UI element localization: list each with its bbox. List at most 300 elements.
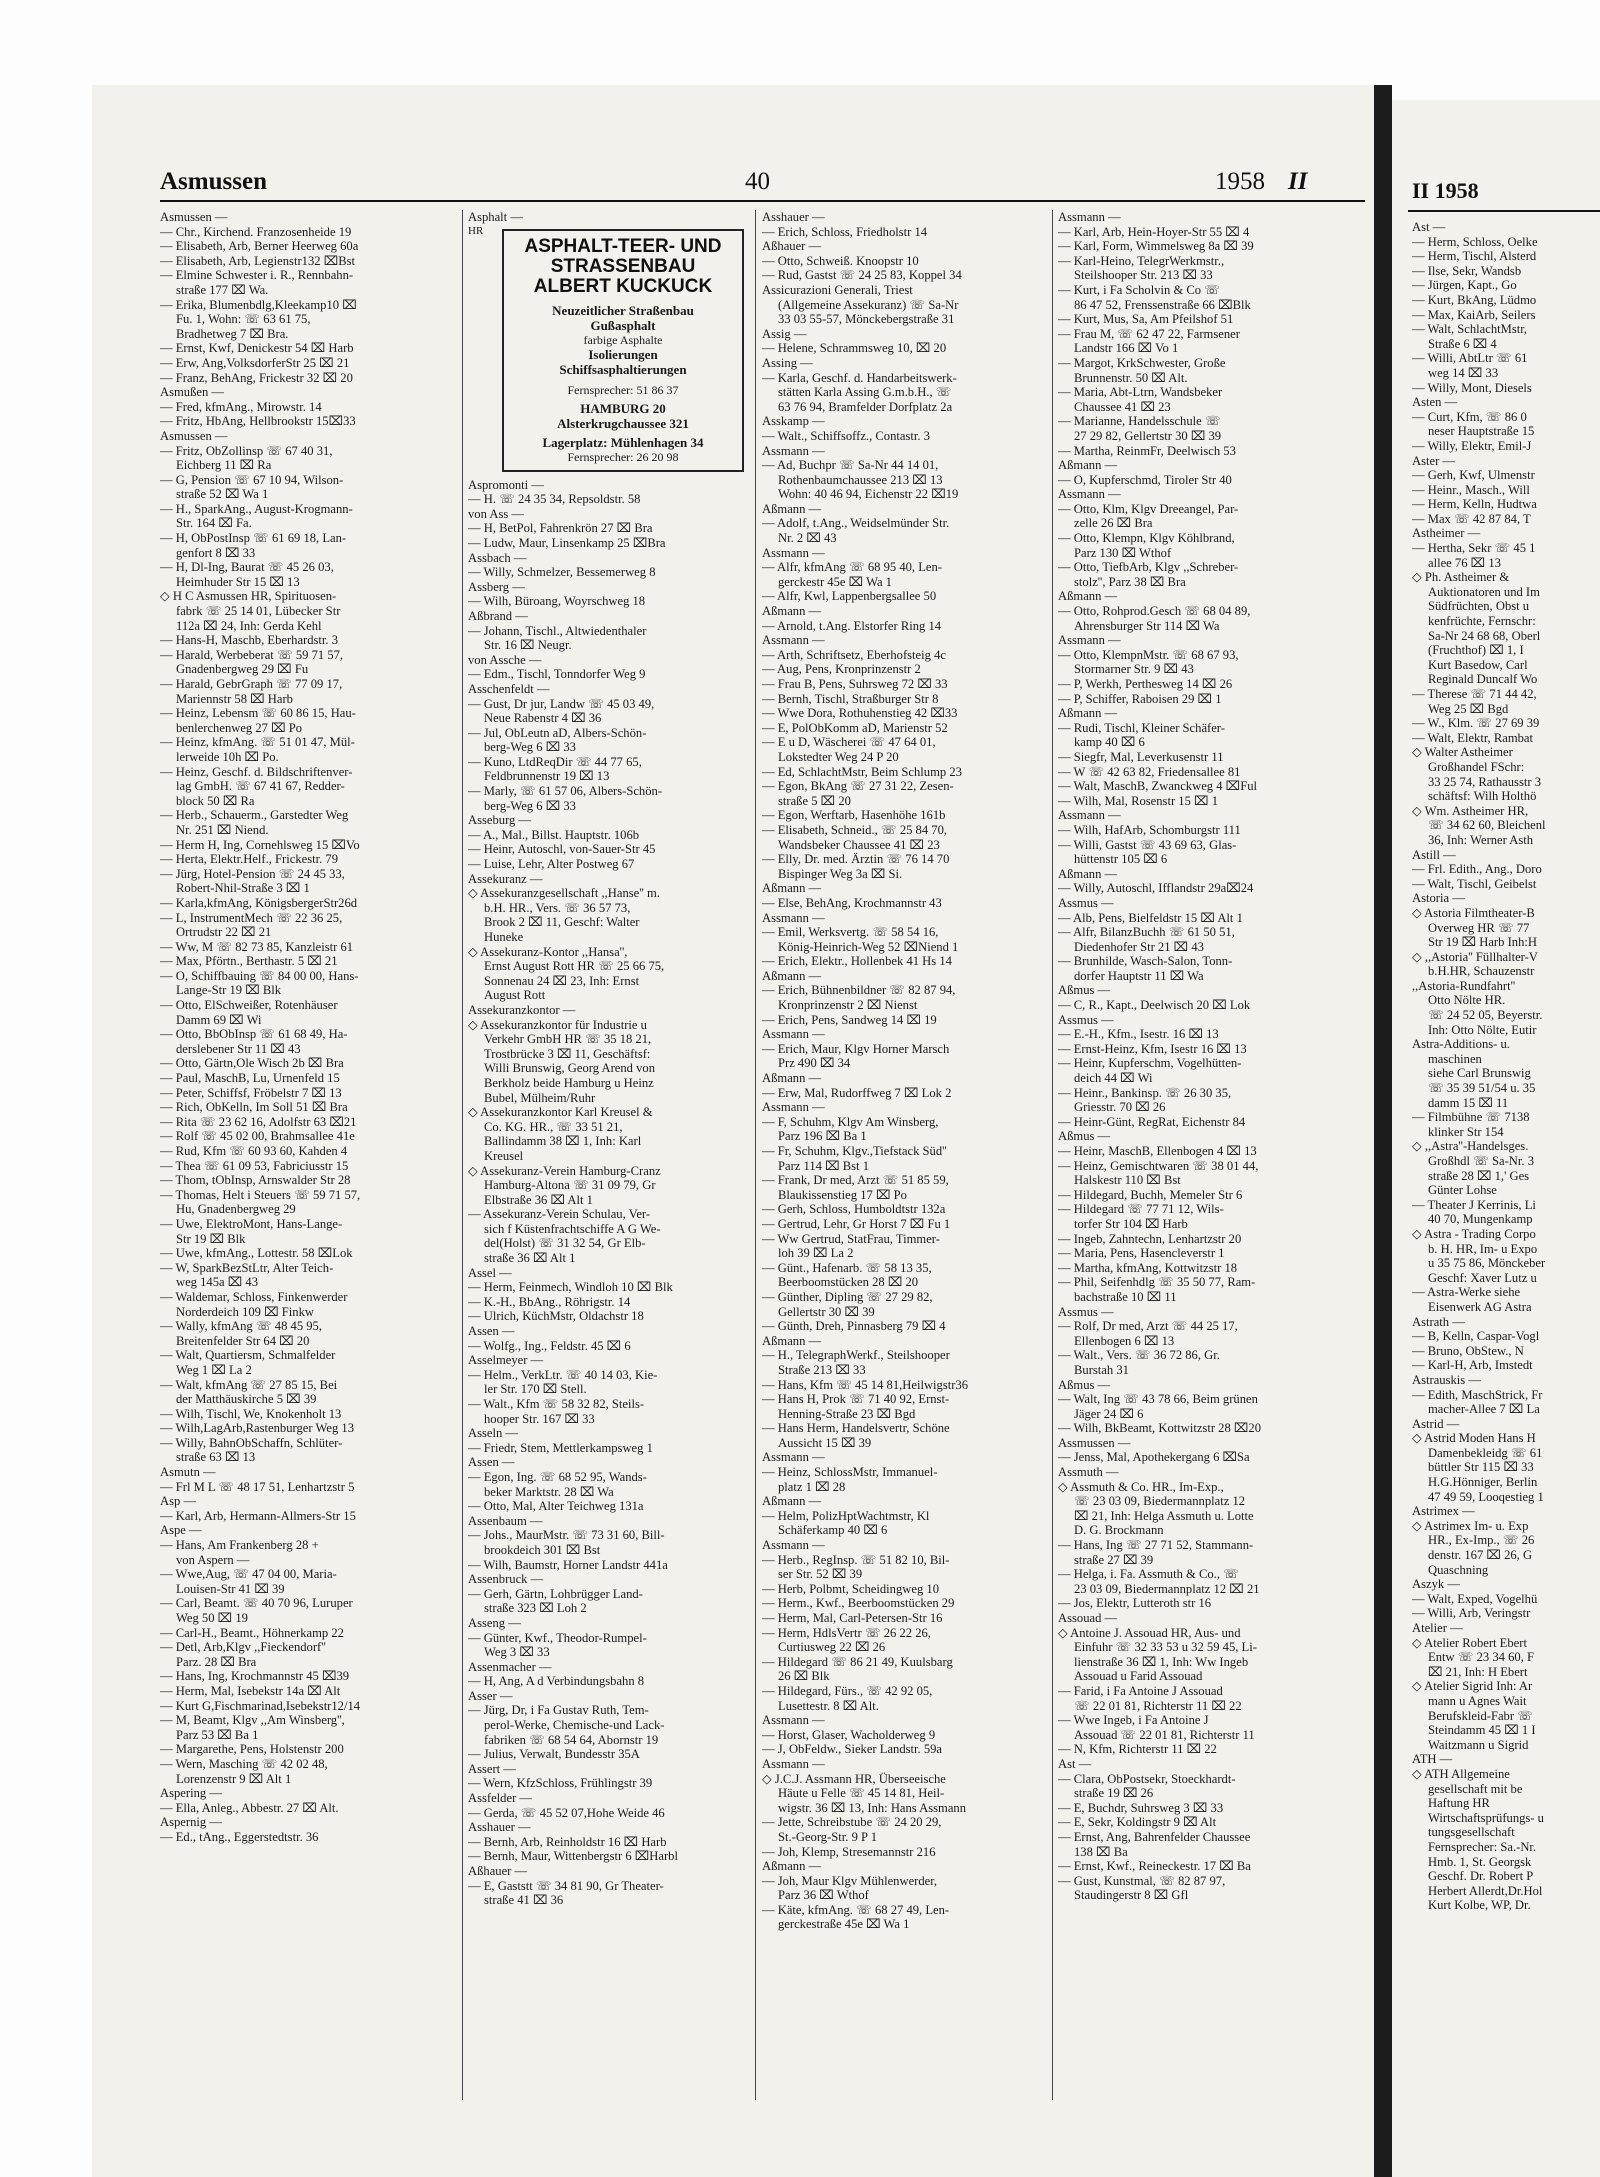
directory-entry: — Wilh, Mal, Rosenstr 15 ⌧ 1 [1058, 793, 1218, 808]
directory-entry: — Wwe,Aug, ☏ 47 04 00, Maria- [160, 1567, 337, 1582]
directory-entry: — Frl. Edith., Ang., Doro [1412, 862, 1542, 877]
entry-continuation: fabrk ☏ 25 14 01, Lübecker Str [176, 604, 341, 619]
directory-entry: ◇ Antoine J. Assouad HR, Aus- und [1058, 1625, 1241, 1640]
hr-mark: HR [468, 224, 484, 237]
directory-entry: — Rolf ☏ 45 02 00, Brahmsallee 41e [160, 1129, 355, 1144]
entry-continuation: Weg 1 ⌧ La 2 [176, 1362, 252, 1377]
surname-heading: Aßmann — [762, 501, 822, 516]
entry-continuation: berg-Weg 6 ⌧ 33 [484, 740, 576, 755]
surname-heading: Asskamp — [762, 414, 825, 429]
entry-continuation: (Allgemeine Assekuranz) ☏ Sa-Nr [778, 297, 959, 312]
directory-entry: — Otto, Rohprod.Gesch ☏ 68 04 89, [1058, 604, 1251, 619]
entry-continuation: straße 27 ⌧ 39 [1074, 1552, 1154, 1567]
surname-heading: Astheimer — [1412, 526, 1481, 541]
directory-entry: — Erw, Mal, Rudorffweg 7 ⌧ Lok 2 [762, 1085, 952, 1100]
directory-entry: — Peter, Schiffsf, Fröbelstr 7 ⌧ 13 [160, 1085, 342, 1100]
surname-heading: Asser — [468, 1688, 513, 1703]
ad-subtitle-line: Gußasphalt [590, 317, 656, 333]
directory-entry: ◇ Atelier Sigrid Inh: Ar [1412, 1679, 1533, 1694]
surname-heading: Assmann — [1058, 487, 1121, 502]
directory-entry: — Hans Herm, Handelsvertr, Schöne [762, 1421, 950, 1436]
entry-continuation: Haftung HR [1428, 1796, 1490, 1811]
directory-entry: — Johs., MaurMstr. ☏ 73 31 60, Bill- [468, 1528, 665, 1543]
directory-entry: — Ulrich, KüchMstr, Oldachstr 18 [468, 1309, 644, 1324]
directory-entry: — Wilh, Baumstr, Horner Landstr 441a [468, 1557, 668, 1572]
directory-entry: ◇ Walter Astheimer [1412, 745, 1513, 760]
entry-continuation: gesellschaft mit be [1428, 1781, 1523, 1796]
entry-continuation: fabriken ☏ 68 54 64, Abornstr 19 [484, 1732, 659, 1747]
entry-continuation: derslebener Str 11 ⌧ 43 [176, 1041, 301, 1056]
directory-entry: — Bernh, Tischl, Straßburger Str 8 [762, 691, 939, 706]
surname-heading: Aßhauer — [468, 1864, 528, 1878]
directory-entry: — Kuno, LtdReqDir ☏ 44 77 65, [468, 754, 642, 769]
entry-continuation: Günter Lohse [1428, 1183, 1497, 1198]
column-divider [755, 210, 756, 2100]
surname-heading: Ast — [1412, 220, 1446, 234]
directory-entry: — Luise, Lehr, Alter Postweg 67 [468, 857, 635, 872]
surname-heading: Asseburg — [468, 813, 532, 828]
entry-continuation: Ortrudstr 22 ⌧ 21 [176, 925, 272, 940]
directory-entry: — Elisabeth, Arb, Berner Heerweg 60a [160, 239, 359, 254]
directory-entry: — Brunhilde, Wasch-Salon, Tonn- [1058, 954, 1233, 969]
entry-continuation: der Matthäuskirche 5 ⌧ 39 [176, 1392, 317, 1407]
directory-entry: — Walt, Tischl, Geibelst [1412, 876, 1537, 891]
directory-entry: — Wwe Ingeb, i Fa Antoine J [1058, 1713, 1209, 1728]
directory-entry: — Helga, i. Fa. Assmuth & Co., ☏ [1058, 1567, 1239, 1582]
directory-entry: — Willy, Autoschl, Ifflandstr 29a⌧24 [1058, 881, 1254, 896]
directory-entry: — Aug, Pens, Kronprinzenstr 2 [762, 662, 921, 677]
entry-continuation: Großhdl ☏ Sa-Nr. 3 [1428, 1154, 1534, 1168]
entry-continuation: platz 1 ⌧ 28 [778, 1479, 846, 1494]
directory-entry: — Gust, Dr jur, Landw ☏ 45 03 49, [468, 696, 655, 711]
entry-continuation: Wohn: 40 46 94, Eichenstr 22 ⌧19 [778, 487, 959, 502]
directory-entry: — O, Kupferschmd, Tiroler Str 40 [1058, 472, 1232, 487]
directory-entry: — W., Klm. ☏ 27 69 39 [1412, 716, 1540, 731]
directory-entry: — Hildegard ☏ 86 21 49, Kuulsbarg [762, 1654, 953, 1669]
directory-entry: — Ingeb, Zahntechn, Lenhartzstr 20 [1058, 1231, 1242, 1246]
surname-heading: Assmann — [762, 633, 825, 648]
directory-entry: — Clara, ObPostsekr, Stoeckhardt- [1058, 1771, 1236, 1786]
surname-heading: Assmus — [1058, 895, 1114, 910]
directory-entry: — Gust, Kunstmal, ☏ 82 87 97, [1058, 1873, 1226, 1888]
entry-continuation: Breitenfelder Str 64 ⌧ 20 [176, 1333, 310, 1348]
directory-entry: — Jürg, Hotel-Pension ☏ 24 45 33, [160, 866, 345, 881]
directory-entry: — Franz, BehAng, Frickestr 32 ⌧ 20 [160, 370, 353, 385]
directory-entry: — Erich, Bühnenbildner ☏ 82 87 94, [762, 983, 956, 998]
directory-entry: ◇ H C Asmussen HR, Spirituosen- [160, 589, 337, 604]
ad-subtitle-line: Neuzeitlicher Straßenbau [552, 302, 694, 318]
directory-entry: ,,Astoria-Rundfahrt'' [1412, 978, 1516, 993]
entry-continuation: Neue Rabenstr 4 ⌧ 36 [484, 711, 602, 726]
directory-entry: — Walt, kfmAng ☏ 27 85 15, Bei [160, 1377, 338, 1392]
directory-entry: — Gerh, Gärtn, Lohbrügger Land- [468, 1586, 643, 1601]
directory-entry: — Assekuranz-Verein Schulau, Ver- [468, 1207, 651, 1222]
directory-column-1 [160, 210, 456, 2100]
surname-heading: Aspe — [160, 1523, 202, 1538]
entry-continuation: tungsgesellschaft [1428, 1825, 1515, 1840]
directory-entry: — Karl, Form, Wimmelsweg 8a ⌧ 39 [1058, 239, 1254, 254]
entry-continuation: Ellenbogen 6 ⌧ 13 [1074, 1333, 1175, 1348]
ad-title-line: STRASSENBAU [550, 256, 696, 277]
entry-continuation: Henning-Straße 23 ⌧ Bgd [778, 1406, 916, 1421]
entry-continuation: Straße 6 ⌧ 4 [1428, 336, 1497, 351]
surname-heading: Ast — [1058, 1756, 1092, 1771]
surname-heading: Asselmeyer — [468, 1353, 544, 1368]
entry-continuation: Hamburg-Altona ☏ 31 09 79, Gr [484, 1178, 656, 1193]
directory-entry: — Otto, Schweiß. Knoopstr 10 [762, 253, 919, 268]
entry-continuation: 36, Inh: Werner Asth [1428, 832, 1534, 847]
entry-continuation: Geschf: Xaver Lutz u [1428, 1270, 1537, 1285]
entry-continuation: Trostbrücke 3 ⌧ 11, Geschäftsf: [484, 1046, 651, 1061]
surname-heading: Aßmus — [1058, 1377, 1111, 1392]
directory-entry: ◇ ,,Astra''-Handelsges. [1412, 1139, 1529, 1154]
entry-continuation: St.-Georg-Str. 9 P 1 [778, 1829, 878, 1844]
entry-continuation: Feldbrunnenstr 19 ⌧ 13 [484, 769, 610, 784]
entry-continuation: Fu. 1, Wohn: ☏ 63 61 75, [176, 312, 311, 327]
page-number: 40 [745, 168, 770, 195]
directory-entry: ◇ Astra - Trading Corpo [1412, 1226, 1536, 1241]
directory-entry: — Helene, Schrammsweg 10, ⌧ 20 [762, 341, 947, 356]
directory-entry: — Walt, SchlachtMstr, [1412, 322, 1528, 337]
directory-entry: — Otto, TiefbArb, Klgv ,,Schreber- [1058, 560, 1239, 575]
directory-entry: — Max, Pförtn., Berthastr. 5 ⌧ 21 [160, 954, 338, 969]
directory-entry: — Uwe, ElektroMont, Hans-Lange- [160, 1216, 343, 1231]
ad-address-line: Alsterkrugchaussee 321 [557, 415, 689, 431]
next-page [1392, 100, 1600, 2177]
surname-heading: Astill — [1412, 847, 1456, 862]
entry-continuation: Quaschning [1428, 1562, 1489, 1577]
surname-heading: Aßmann — [1058, 866, 1118, 881]
directory-entry: — Hans, Ing, Krochmannstr 45 ⌧39 [160, 1669, 350, 1684]
directory-entry: — Fritz, ObZollinsp ☏ 67 40 31, [160, 443, 333, 458]
directory-entry: — H, Dl-Ing, Baurat ☏ 45 26 03, [160, 560, 334, 575]
entry-continuation: Kurt Basedow, Carl [1428, 657, 1528, 672]
entry-continuation: von Aspern — [176, 1552, 250, 1567]
entry-continuation: Gellertstr 30 ⌧ 39 [778, 1304, 875, 1319]
directory-entry: — Horst, Glaser, Wacholderweg 9 [762, 1727, 936, 1742]
entry-continuation: Entw ☏ 23 34 60, F [1428, 1650, 1535, 1665]
directory-entry: — Willy, Mont, Diesels [1412, 380, 1532, 395]
directory-entry: — C, R., Kapt., Deelwisch 20 ⌧ Lok [1058, 998, 1251, 1013]
directory-entry: — Willy, BahnObSchaffn, Schlüter- [160, 1435, 343, 1450]
entry-continuation: Sonnenau 24 ⌧ 23, Inh: Ernst [484, 973, 640, 988]
directory-entry: ◇ Assekuranzkontor Karl Kreusel & [468, 1105, 653, 1120]
directory-entry: — Friedr, Stem, Mettlerkampsweg 1 [468, 1440, 653, 1455]
entry-continuation: klinker Str 154 [1428, 1124, 1504, 1139]
entry-continuation: neser Hauptstraße 15 [1428, 424, 1535, 439]
directory-entry: — Gerda, ☏ 45 52 07,Hohe Weide 46 [468, 1805, 665, 1820]
directory-entry: — Rich, ObKelln, Im Soll 51 ⌧ Bra [160, 1100, 348, 1115]
directory-entry: — Marly, ☏ 61 57 06, Albers-Schön- [468, 784, 663, 799]
directory-entry: — Johann, Tischl., Altwiedenthaler [468, 623, 647, 638]
directory-entry: — Herm, Schloss, Oelke [1412, 234, 1538, 249]
entry-continuation: Louisen-Str 41 ⌧ 39 [176, 1581, 285, 1596]
surname-heading: Asten — [1412, 395, 1458, 410]
directory-entry: — H, Ang, A d Verbindungsbahn 8 [468, 1674, 645, 1689]
entry-continuation: Bubel, Mülheim/Ruhr [484, 1090, 596, 1105]
surname-heading: Aßmann — [762, 1859, 822, 1874]
entry-continuation: lerweide 10h ⌧ Po. [176, 749, 279, 764]
directory-entry: — Egon, Werftarb, Hasenhöhe 161b [762, 808, 946, 823]
surname-heading: Astoria — [1412, 891, 1465, 906]
directory-entry: — Marianne, Handelsschule ☏ [1058, 414, 1221, 429]
directory-entry: — Thomas, Helt i Steuers ☏ 59 71 57, [160, 1187, 361, 1202]
surname-heading: Assmuth — [1058, 1465, 1119, 1480]
directory-entry: — P, Werkh, Perthesweg 14 ⌧ 26 [1058, 677, 1233, 691]
directory-entry: — Ernst, Ang, Bahrenfelder Chaussee [1058, 1829, 1251, 1844]
entry-continuation: Aussicht 15 ⌧ 39 [778, 1435, 872, 1450]
directory-entry: — Wilh, Tischl, We, Knokenholt 13 [160, 1406, 342, 1421]
entry-continuation: Weg 50 ⌧ 19 [176, 1611, 248, 1625]
directory-entry: — Else, BehAng, Krochmannstr 43 [762, 895, 942, 910]
entry-continuation: H.G.Hönniger, Berlin [1428, 1475, 1538, 1490]
entry-continuation: Curtiusweg 22 ⌧ 26 [778, 1640, 886, 1655]
directory-entry: — Otto, KlempnMstr. ☏ 68 67 93, [1058, 647, 1239, 662]
directory-entry: — Hildegard ☏ 77 71 12, Wils- [1058, 1202, 1224, 1217]
entry-continuation: straße 36 ⌧ Alt 1 [484, 1251, 576, 1266]
directory-entry: — Jul, ObLeutn aD, Albers-Schön- [468, 725, 647, 740]
surname-heading: Assenmacher — [468, 1659, 552, 1674]
entry-continuation: 40 70, Mungenkamp [1428, 1212, 1533, 1227]
entry-continuation: Häute u Felle ☏ 45 14 81, Heil- [778, 1786, 945, 1801]
surname-heading: Asschenfeldt — [468, 681, 550, 696]
directory-entry: — Karla,kfmAng, KönigsbergerStr26d [160, 895, 358, 910]
directory-entry: — G, Pension ☏ 67 10 94, Wilson- [160, 472, 344, 487]
directory-entry: — Carl-H., Beamt., Höhnerkamp 22 [160, 1625, 344, 1640]
directory-entry: — Elly, Dr. med. Ärztin ☏ 76 14 70 [762, 852, 950, 867]
entry-continuation: beker Marktstr. 28 ⌧ Wa [484, 1484, 614, 1499]
entry-continuation: dorfer Hauptstr 11 ⌧ Wa [1074, 968, 1204, 983]
directory-entry: — Otto, Mal, Alter Teichweg 131a [468, 1499, 644, 1514]
directory-entry: — Ad, Buchpr ☏ Sa-Nr 44 14 01, [762, 458, 939, 473]
directory-entry: ◇ Ph. Astheimer & [1412, 570, 1510, 585]
entry-continuation: Weg 3 ⌧ 33 [484, 1645, 550, 1660]
directory-entry: — Arth, Schriftsetz, Eberhofsteig 4c [762, 647, 946, 662]
entry-continuation: Steilshooper Str. 213 ⌧ 33 [1074, 268, 1213, 283]
directory-entry: — Fr, Schuhm, Klgv.,Tiefstack Süd'' [762, 1144, 947, 1158]
entry-continuation: Kurt Kolbe, WP, Dr. [1428, 1898, 1531, 1913]
entry-continuation: Mariennstr 58 ⌧ Harb [176, 691, 293, 706]
surname-heading: Astrath — [1412, 1314, 1465, 1329]
entry-continuation: Assouad u Farid Assouad [1074, 1669, 1203, 1684]
surname-heading: Aspromonti — [468, 477, 544, 492]
entry-continuation: Geschf. Dr. Robert P [1428, 1869, 1534, 1884]
surname-heading: Asshauer — [762, 210, 825, 224]
entry-continuation: genfort 8 ⌧ 33 [176, 545, 256, 560]
entry-continuation: siehe Carl Brunswig [1428, 1066, 1531, 1081]
entry-continuation: Lange-Str 19 ⌧ Blk [176, 983, 282, 998]
next-page-header-rule [1408, 210, 1600, 212]
directory-entry: — Herm., Kwf., Beerboomstücken 29 [762, 1596, 955, 1611]
directory-entry: — M, Beamt, Klgv ,,Am Winsberg'', [160, 1713, 345, 1728]
directory-entry: — Paul, MaschB, Lu, Urnenfeld 15 [160, 1071, 340, 1086]
directory-entry: — Walt., Vers. ☏ 36 72 86, Gr. [1058, 1348, 1220, 1363]
surname-heading: Assmann — [762, 1100, 825, 1115]
surname-heading: ATH — [1412, 1752, 1453, 1767]
directory-entry: Astra-Additions- u. [1412, 1037, 1510, 1052]
entry-continuation: ⌧ 21, Inh: Helga Assmuth u. Lotte [1074, 1508, 1254, 1523]
next-page-column [1412, 220, 1546, 1913]
surname-heading: Assmann — [762, 1756, 825, 1771]
directory-entry: — H. ☏ 24 35 34, Repsoldstr. 58 [468, 492, 641, 507]
entry-continuation: straße 177 ⌧ Wa. [176, 282, 269, 297]
entry-continuation: 33 25 74, Rathausstr 3 [1428, 774, 1541, 789]
surname-heading: Assmann — [1058, 633, 1121, 648]
entry-continuation: Damm 69 ⌧ Wi [176, 1012, 262, 1027]
directory-entry: — Herm, Mal, Carl-Petersen-Str 16 [762, 1611, 943, 1625]
directory-entry: — Margot, KrkSchwester, Große [1058, 355, 1226, 370]
directory-entry: — Willi, Arb, Veringstr [1412, 1606, 1531, 1621]
directory-entry: — Bruno, ObStew., N [1412, 1343, 1524, 1358]
entry-continuation: straße 41 ⌧ 36 [484, 1893, 564, 1908]
surname-heading: Assing — [762, 355, 813, 370]
entry-continuation: ser Str. 52 ⌧ 39 [778, 1567, 863, 1582]
directory-entry: — J, ObFeldw., Sieker Landstr. 59a [762, 1742, 943, 1757]
entry-continuation: 27 29 82, Gellertstr 30 ⌧ 39 [1074, 428, 1222, 443]
entry-continuation: D. G. Brockmann [1074, 1523, 1164, 1538]
next-page-header: II 1958 [1412, 178, 1479, 203]
directory-entry: — Hildegard, Buchh, Memeler Str 6 [1058, 1187, 1243, 1202]
column-divider [462, 210, 463, 2100]
entry-continuation: Ballindamm 38 ⌧ 1, Inh: Karl [484, 1134, 642, 1149]
entry-continuation: macher-Allee 7 ⌧ La [1428, 1402, 1540, 1417]
directory-entry: — Wally, kfmAng ☏ 48 45 95, [160, 1319, 323, 1334]
book-gutter [1374, 85, 1392, 2177]
directory-entry: — Edm., Tischl, Tonndorfer Weg 9 [468, 667, 646, 682]
directory-entry: — Max, KaiArb, Seilers [1412, 307, 1536, 322]
directory-entry: — Theater J Kerrinis, Li [1412, 1197, 1536, 1212]
entry-continuation: Parz. 28 ⌧ Bra [176, 1654, 257, 1669]
directory-entry: — Jürg, Dr, i Fa Gustav Ruth, Tem- [468, 1703, 649, 1718]
surname-heading: Assen — [468, 1455, 515, 1470]
entry-continuation: August Rott [484, 988, 546, 1003]
entry-continuation: straße 52 ⌧ Wa 1 [176, 487, 269, 502]
directory-entry: — Hans, Am Frankenberg 28 + [160, 1538, 319, 1553]
entry-continuation: deich 44 ⌧ Wi [1074, 1071, 1153, 1086]
surname-heading: Assmus — [1058, 1304, 1114, 1319]
entry-continuation: Prz 490 ⌧ 34 [778, 1056, 851, 1071]
entry-continuation: kenfrüchte, Fernschr: [1428, 614, 1536, 629]
directory-entry: — Willi, Gastst ☏ 43 69 63, Glas- [1058, 837, 1237, 852]
directory-entry: — Egon, Ing. ☏ 68 52 95, Wands- [468, 1469, 647, 1484]
entry-continuation: Blaukissenstieg 17 ⌧ Po [778, 1187, 907, 1202]
entry-continuation: loh 39 ⌧ La 2 [778, 1246, 854, 1261]
directory-entry: — Jürgen, Kapt., Go [1412, 278, 1517, 293]
directory-entry: — Wilh, HafArb, Schomburgstr 111 [1058, 822, 1241, 837]
directory-entry: — Emil, Werksvertg. ☏ 58 54 16, [762, 925, 939, 940]
directory-entry: — Walt, Ing ☏ 43 78 66, Beim grünen [1058, 1392, 1258, 1407]
surname-heading: Assenbruck — [468, 1572, 544, 1587]
directory-entry: — E, PolObKomm aD, Marienstr 52 [762, 720, 948, 735]
ad-title-line: ALBERT KUCKUCK [533, 276, 713, 297]
entry-continuation: Südfrüchten, Obst u [1428, 599, 1530, 614]
entry-continuation: gerckestraße 45e ⌧ Wa 1 [778, 1917, 910, 1932]
directory-entry: — Joh, Maur Klgv Mühlenwerder, [762, 1873, 938, 1888]
entry-continuation: Wandsbeker Chaussee 41 ⌧ 23 [778, 837, 940, 852]
directory-entry: — Frank, Dr med, Arzt ☏ 51 85 59, [762, 1173, 949, 1188]
surname-heading: Assmann — [1058, 808, 1121, 823]
entry-continuation: Parz 114 ⌧ Bst 1 [778, 1158, 870, 1173]
entry-continuation: Sa-Nr 24 68 68, Oberl [1428, 628, 1541, 643]
entry-continuation: Kronprinzenstr 2 ⌧ Nienst [778, 998, 918, 1013]
entry-continuation: Straße 213 ⌧ 33 [778, 1362, 866, 1377]
directory-entry: — Heinz, kfmAng. ☏ 51 01 47, Mül- [160, 735, 355, 750]
entry-continuation: Wirtschaftsprüfungs- u [1428, 1810, 1544, 1825]
directory-entry: — Willi, AbtLtr ☏ 61 [1412, 351, 1528, 366]
directory-entry: — Heinz, Lebensm ☏ 60 86 15, Hau- [160, 706, 356, 721]
entry-continuation: Staudingerstr 8 ⌧ Gfl [1074, 1888, 1189, 1903]
directory-entry: ◇ Atelier Robert Ebert [1412, 1635, 1527, 1650]
directory-entry: — Walt., Kfm ☏ 58 32 82, Steils- [468, 1397, 645, 1411]
entry-continuation: Ernst August Rott HR ☏ 25 66 75, [484, 959, 665, 974]
entry-continuation: Assouad ☏ 22 01 81, Richterstr 11 [1074, 1727, 1255, 1742]
entry-continuation: Auktionatoren und Im [1428, 584, 1540, 599]
directory-entry: — Heinr-Günt, RegRat, Eichenstr 84 [1058, 1114, 1246, 1129]
directory-entry: — Bernh, Arb, Reinholdstr 16 ⌧ Harb [468, 1834, 667, 1849]
entry-continuation: Gnadenbergweg 29 ⌧ Fu [176, 662, 309, 677]
directory-entry: — Alfr, kfmAng ☏ 68 95 40, Len- [762, 560, 942, 575]
surname-heading: Aster — [1412, 453, 1456, 468]
ad-yard-phone: Fernsprecher: 26 20 98 [567, 449, 679, 464]
entry-continuation: Parz 130 ⌧ Wthof [1074, 545, 1172, 560]
directory-entry: — Ernst-Heinz, Kfm, Isestr 16 ⌧ 13 [1058, 1041, 1247, 1056]
entry-continuation: Berufskleid-Fabr ☏ [1428, 1708, 1533, 1723]
directory-entry: — Arnold, t.Ang. Elstorfer Ring 14 [762, 618, 942, 633]
entry-continuation: Steindamm 45 ⌧ 1 I [1428, 1723, 1536, 1738]
directory-entry: — Hans-H, Maschb, Eberhardstr. 3 [160, 633, 339, 648]
entry-continuation: Verkehr GmbH HR ☏ 35 18 21, [484, 1032, 652, 1047]
surname-heading: Assbach — [468, 550, 527, 565]
directory-entry: — H., TelegraphWerkf., Steilshooper [762, 1348, 950, 1363]
entry-continuation: 112a ⌧ 24, Inh: Gerda Kehl [176, 618, 322, 633]
surname-heading: Aspernig — [160, 1815, 222, 1830]
entry-continuation: Fernsprecher: Sa.-Nr. [1428, 1839, 1537, 1854]
directory-entry: — Heinr., Bankinsp. ☏ 26 30 35, [1058, 1085, 1232, 1100]
entry-continuation: u 35 75 86, Mönckeber [1428, 1256, 1546, 1271]
directory-entry: — Helm., VerkLtr. ☏ 40 14 03, Kie- [468, 1367, 658, 1382]
directory-entry: — Therese ☏ 71 44 42, [1412, 687, 1537, 701]
entry-continuation: Berkholz beide Hamburg u Heinz [484, 1075, 654, 1090]
directory-entry: — Fritz, HbAng, Hellbrookstr 15⌧33 [160, 414, 356, 429]
directory-entry: — Willy, Schmelzer, Bessemerweg 8 [468, 565, 656, 580]
entry-continuation: 47 49 59, Looqestieg 1 [1428, 1489, 1544, 1504]
surname-heading: Assekuranz — [468, 871, 543, 886]
surname-heading: Assmann — [762, 1713, 825, 1728]
entry-continuation: büttler Str 115 ⌧ 33 [1428, 1460, 1534, 1475]
entry-continuation: Lorenzenstr 9 ⌧ Alt 1 [176, 1771, 292, 1786]
directory-entry: — Erich, Pens, Sandweg 14 ⌧ 19 [762, 1012, 937, 1027]
header-rule [160, 200, 1365, 202]
directory-entry: — Karl-H, Arb, Imstedt [1412, 1358, 1533, 1373]
entry-continuation: Nr. 251 ⌧ Niend. [176, 822, 269, 837]
directory-entry: — Wilh, Büroang, Woyrschweg 18 [468, 594, 646, 609]
surname-heading: Asmußen — [160, 385, 225, 400]
surname-heading: Assberg — [468, 579, 525, 594]
surname-heading: Asseln — [468, 1426, 519, 1441]
surname-heading: Atelier — [1412, 1621, 1463, 1635]
directory-entry: — Heinr, Kupferschm, Vogelhütten- [1058, 1056, 1242, 1071]
surname-heading: Aßmann — [762, 1071, 822, 1086]
directory-entry: — Ed., tAng., Eggerstedtstr. 36 [160, 1829, 319, 1844]
entry-continuation: Brook 2 ⌧ 11, Geschf: Walter [484, 915, 640, 930]
surname-heading: Assert — [468, 1761, 516, 1776]
directory-entry: ◇ Assekuranzgesellschaft ,,Hanse'' m. [468, 886, 660, 901]
entry-continuation: straße 28 ⌧ 1,' Ges [1428, 1168, 1530, 1183]
directory-entry: — Wwe Dora, Rothuhenstieg 42 ⌧33 [762, 706, 958, 721]
directory-entry: — Elisabeth, Arb, Legienstr132 ⌧Bst [160, 253, 355, 268]
entry-continuation: ☏ 35 39 51/54 u. 35 [1428, 1081, 1536, 1096]
surname-heading: Aßmann — [762, 1333, 822, 1348]
